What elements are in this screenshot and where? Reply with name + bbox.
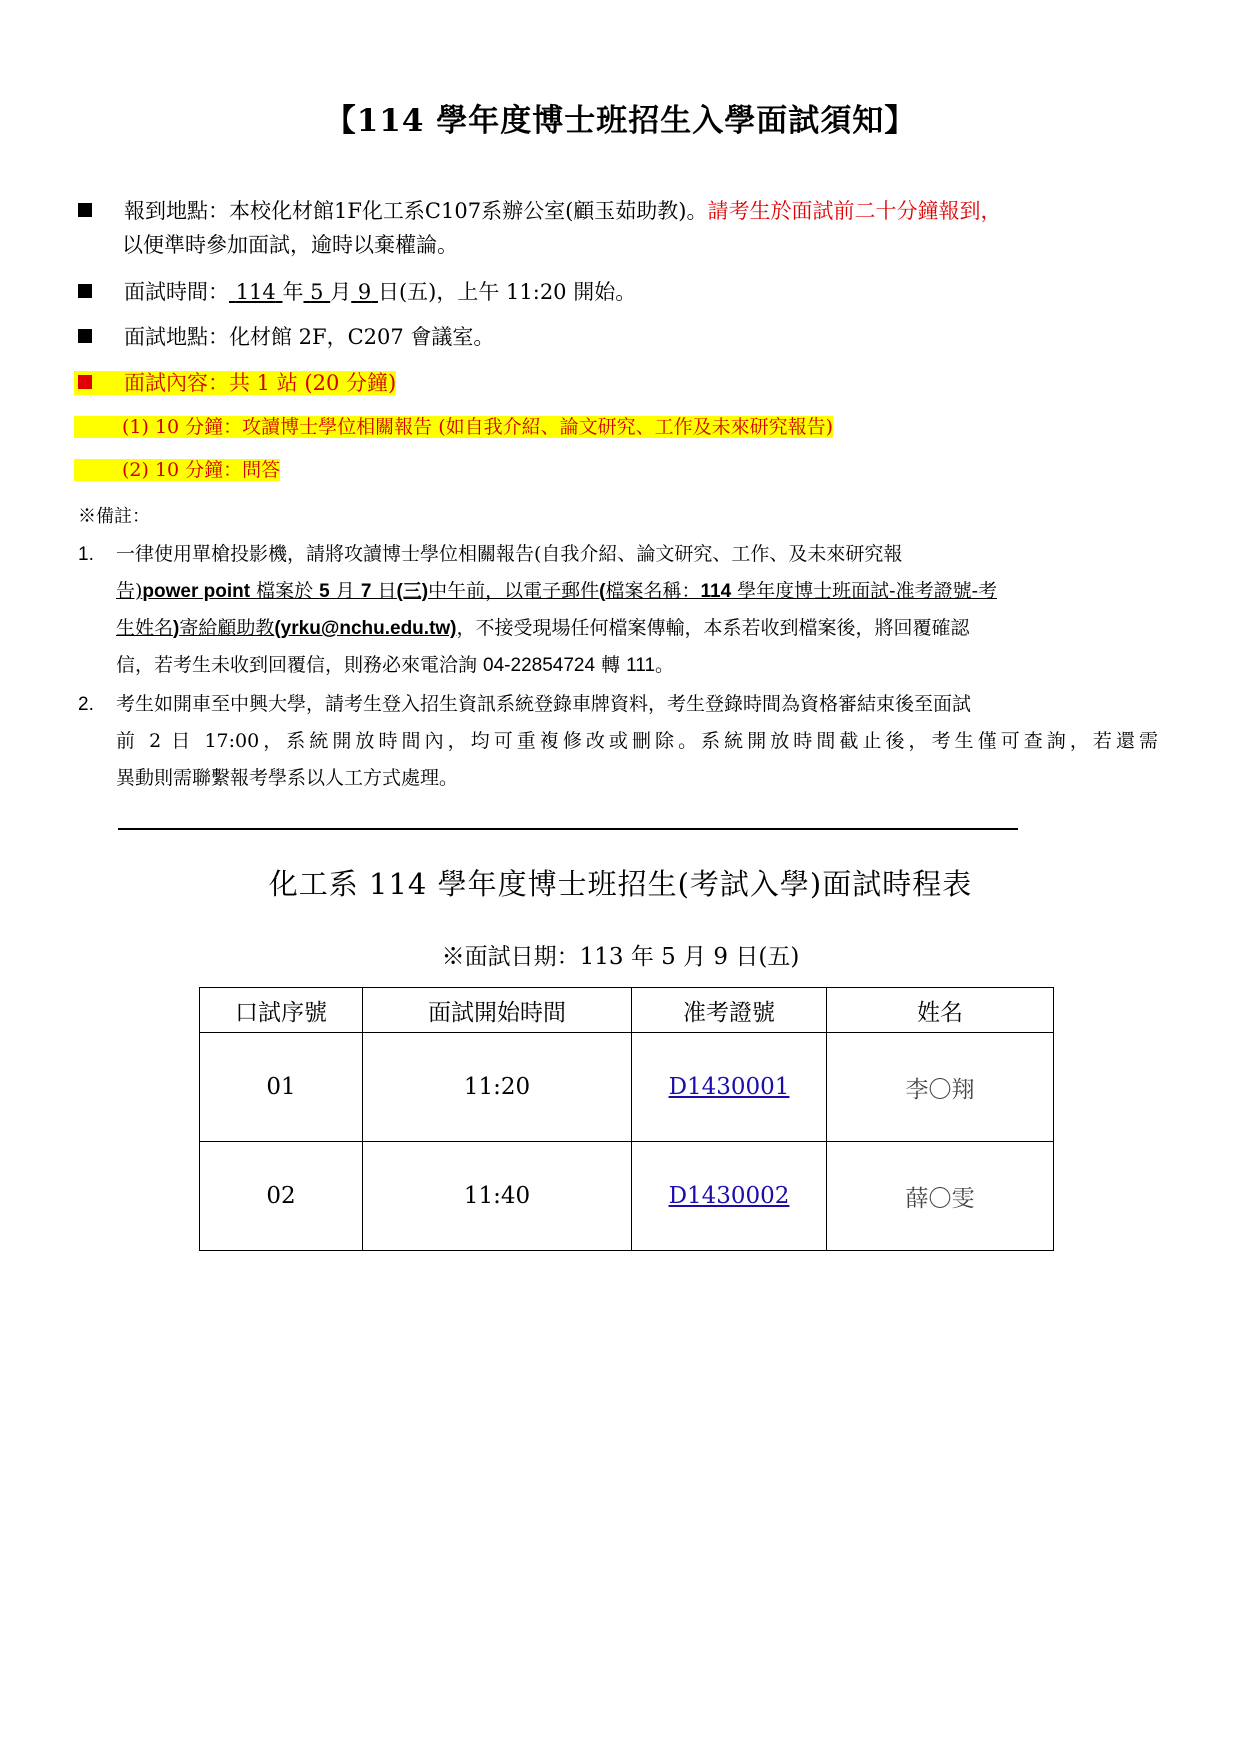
contact-phone: 04-22854724 [483,655,596,676]
note-item-2: 2. 考生如開車至中興大學，請考生登入招生資訊系統登錄車牌資料，考生登錄時間為資格審結束後至面試 前 2 日 17:00，系統開放時間內，均可重複修改或刪除。系統開放時間截止後，考生僅可查詢，若還需 異動則需聯繫報考學系以人工方式處理。 [78,693,1158,789]
header-seq: 口試序號 [200,988,363,1033]
row-seq: 01 [200,1033,363,1142]
table-row [200,1142,1054,1251]
square-bullet-icon [78,284,92,298]
header-time: 面試開始時間 [363,988,632,1033]
bullet-report-location: 報到地點：本校化材館1F化工系C107系辦公室(顧玉茹助教)。請考生於面試前二十分鐘報到， [78,194,1001,228]
page-title: 【114 學年度博士班招生入學面試須知】 [324,103,917,139]
square-bullet-icon [78,203,92,217]
square-bullet-icon [78,329,92,343]
notes-header: ※備註： [78,506,150,527]
contact-email: (yrku@nchu.edu.tw) [274,618,457,639]
header-id: 准考證號 [632,988,827,1033]
row-time: 11:20 [363,1033,632,1142]
schedule-table [199,987,1054,1251]
schedule-date: ※面試日期：113 年 5 月 9 日(五) [441,944,800,970]
interview-year: 114 [235,280,276,304]
bullet-interview-place: 面試地點：化材館 2F，C207 會議室。 [78,320,494,354]
row-name: 李〇翔 [827,1033,1054,1142]
table-header-row [200,988,1054,1033]
interview-day: 9 [357,280,372,304]
bullet-interview-time: 面試時間： 114 年 5 月 9 日(五)，上午 11:20 開始。 [78,275,636,309]
schedule-title: 化工系 114 學年度博士班招生(考試入學)面試時程表 [268,867,973,901]
content-sub-item-2: (2) 10 分鐘：問答 [74,453,280,487]
content-sub-item-1: (1) 10 分鐘：攻讀博士學位相關報告 (如自我介紹、論文研究、工作及未來研究報告) [74,410,833,444]
bullet-report-continuation: 以便準時參加面試，逾時以棄權論。 [122,233,458,257]
bullet-interview-content: 面試內容：共 1 站 (20 分鐘) [74,366,396,400]
note-item-1: 1. 一律使用單槍投影機，請將攻讀博士學位相關報告(自我介紹、論文研究、工作、及未來研究報 告)power point 檔案於 5 月 7 日(三)中午前，以電子郵件(檔案名稱：114 學年度博士班面試-准考證號-考 生姓名)寄給顧助教(yrku@nchu.edu.tw)，不接受現場任何檔案傳輸，本系若收到檔案後，將回覆確認 信，若考生未收到回覆信，則務必來電洽詢 04-22854724 轉 111。 [78,543,998,676]
interview-month: 5 [310,280,324,304]
square-bullet-icon [78,375,92,389]
admission-id-link[interactable]: D1430001 [668,1074,790,1100]
row-seq: 02 [200,1142,363,1251]
report-warning: 請考生於面試前二十分鐘報到， [707,199,1002,223]
row-name: 薛〇雯 [827,1142,1054,1251]
section-divider [118,828,1018,830]
table-row [200,1033,1054,1142]
header-name: 姓名 [827,988,1054,1033]
admission-id-link[interactable]: D1430002 [668,1183,790,1209]
row-time: 11:40 [363,1142,632,1251]
